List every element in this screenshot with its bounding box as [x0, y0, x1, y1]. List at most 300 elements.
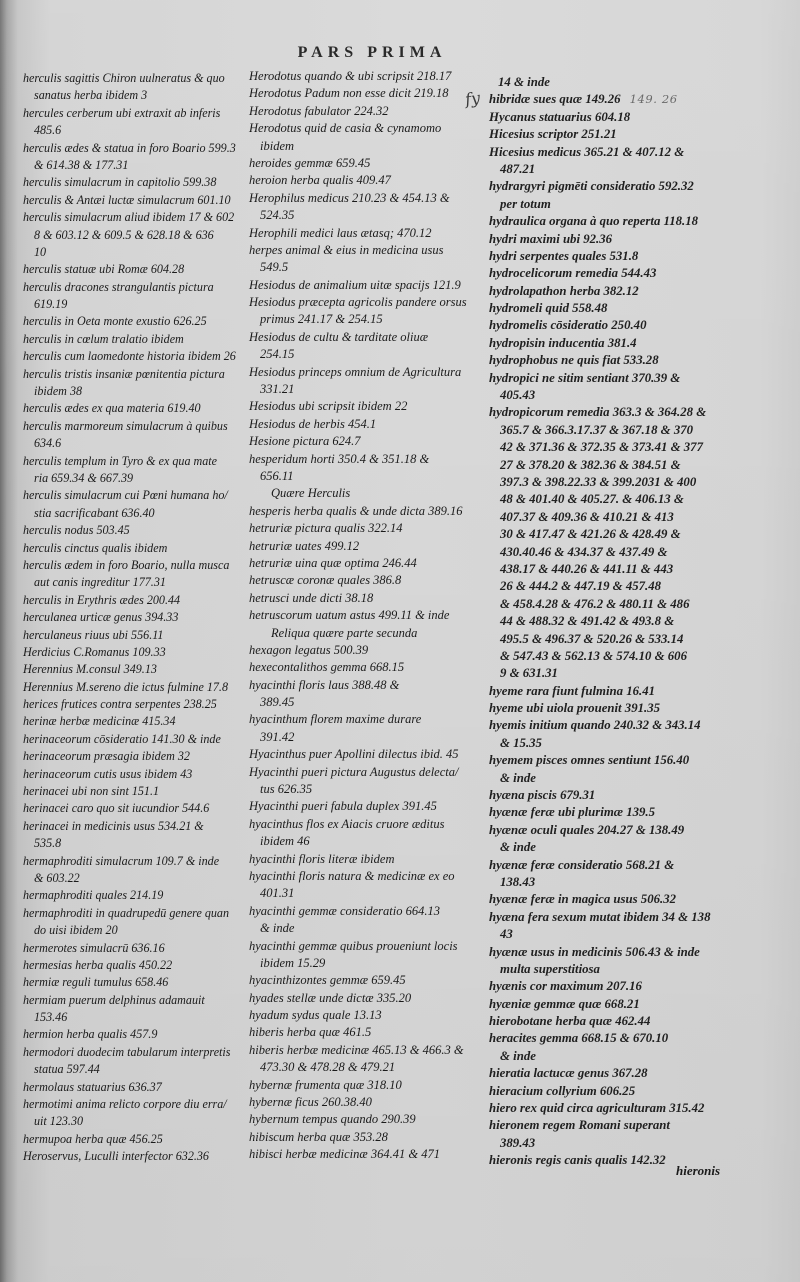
entry-headword-line — [489, 822, 725, 839]
index-entry — [489, 717, 725, 752]
entry-text: hermerotes simulacrū 636.16 — [23, 940, 165, 955]
entry-headword-line — [249, 1129, 477, 1146]
entry-continuation-line — [23, 244, 245, 261]
entry-text: hermotimi anima relicto corpore diu erra/ — [23, 1097, 227, 1112]
entry-headword-line — [249, 1111, 477, 1128]
entry-text: 619.19 — [34, 297, 68, 312]
entry-continuation-line — [489, 578, 725, 595]
index-entry — [249, 711, 477, 746]
entry-text: 48 & 401.40 & 405.27. & 406.13 & — [500, 492, 684, 507]
index-entry — [249, 103, 477, 120]
index-entry — [23, 679, 245, 696]
entry-headword-line — [489, 300, 725, 317]
index-entry — [23, 487, 245, 522]
index-entry — [249, 538, 477, 555]
entry-text: Hesiodus de animalium uitæ spacijs 121.9 — [249, 277, 461, 292]
entry-text: primus 241.17 & 254.15 — [260, 312, 383, 327]
entry-text: sanatus herba ibidem 3 — [34, 88, 148, 103]
catchword: hieronis — [676, 1163, 721, 1178]
entry-text: hyæniæ gemmæ quæ 668.21 — [489, 996, 640, 1011]
entry-continuation-line — [489, 926, 725, 943]
entry-headword-line — [249, 433, 477, 450]
entry-text: hydromeli quid 558.48 — [489, 301, 608, 316]
index-entry — [489, 335, 725, 352]
entry-continuation-line — [249, 259, 477, 276]
entry-text: hermiæ reguli tumulus 658.46 — [23, 975, 169, 990]
entry-text: herculis marmoreum simulacrum à quibus — [23, 418, 228, 433]
index-entry — [249, 555, 477, 572]
index-entry — [249, 364, 477, 399]
index-entry — [249, 1077, 477, 1094]
index-entry — [249, 451, 477, 486]
index-entry — [23, 627, 245, 644]
entry-headword-line — [23, 331, 245, 348]
entry-headword-line — [489, 996, 725, 1013]
entry-text: herculis in Oeta monte exustio 626.25 — [23, 314, 207, 329]
entry-text: hyænæ feræ consideratio 568.21 & — [489, 857, 675, 872]
entry-headword-line — [489, 1030, 725, 1047]
index-entry — [249, 277, 477, 294]
entry-text: Hesione pictura 624.7 — [249, 434, 361, 449]
index-entry — [489, 300, 725, 317]
entry-headword-line — [489, 335, 725, 352]
index-entry — [489, 891, 725, 908]
entry-headword-line — [249, 851, 477, 868]
entry-text: hyeme ubi uiola prouenit 391.35 — [489, 701, 660, 716]
entry-headword-line — [249, 85, 477, 102]
entry-text: per totum — [500, 196, 551, 211]
entry-headword-line — [249, 816, 477, 833]
index-entry — [249, 851, 477, 868]
entry-continuation-line — [23, 122, 245, 139]
entry-text: Herennius M.consul 349.13 — [23, 662, 157, 677]
entry-text: uit 123.30 — [34, 1114, 84, 1129]
index-entry — [23, 1096, 245, 1131]
entry-text: hybernum tempus quando 290.39 — [249, 1112, 416, 1127]
index-entry — [489, 857, 725, 892]
index-entry — [249, 1094, 477, 1111]
entry-headword-line — [249, 677, 477, 694]
index-entry — [23, 400, 245, 417]
entry-text: & 614.38 & 177.31 — [34, 157, 129, 172]
entry-headword-line — [249, 868, 477, 885]
index-entry — [249, 972, 477, 989]
index-entry — [23, 557, 245, 592]
entry-headword-line — [23, 418, 245, 435]
index-entry — [23, 192, 245, 209]
entry-text: ibidem 38 — [34, 384, 83, 399]
entry-text: herculis cum laomedonte historia ibidem 26 — [23, 349, 236, 364]
entry-text: hyacinthus flos ex Aiacis cruore æditus — [249, 816, 445, 831]
entry-text: & inde — [500, 770, 536, 785]
index-column-2 — [249, 68, 477, 1164]
index-entry — [249, 659, 477, 676]
entry-headword-line — [23, 627, 245, 644]
entry-continuation-line — [489, 735, 725, 752]
entry-headword-line — [249, 555, 477, 572]
index-entry — [489, 944, 725, 979]
entry-text: hyacinthizontes gemmæ 659.45 — [249, 973, 406, 988]
entry-text: hyænæ oculi quales 204.27 & 138.49 — [489, 822, 685, 837]
entry-headword-line — [23, 348, 245, 365]
entry-text: & inde — [500, 1048, 536, 1063]
entry-text: 634.6 — [34, 436, 62, 451]
entry-headword-line — [249, 520, 477, 537]
entry-headword-line — [489, 752, 725, 769]
index-entry — [23, 1026, 245, 1043]
entry-headword-line — [489, 317, 725, 334]
entry-text: hyacinthi floris literæ ibidem — [249, 851, 395, 866]
entry-headword-line — [249, 972, 477, 989]
entry-text: hybernæ ficus 260.38.40 — [249, 1095, 372, 1110]
index-entry — [23, 366, 245, 401]
index-entry — [489, 822, 725, 857]
entry-headword-line — [249, 398, 477, 415]
index-entry — [249, 68, 477, 85]
entry-text: herinacei caro quo sit iucundior 544.6 — [23, 801, 210, 816]
index-entry — [489, 91, 725, 108]
index-entry — [489, 1152, 725, 1169]
entry-text: Hicesius medicus 365.21 & 407.12 & — [489, 144, 685, 159]
index-entry — [249, 172, 477, 189]
entry-text: Hicesius scriptor 251.21 — [489, 127, 617, 142]
index-entry — [249, 242, 477, 277]
entry-headword-line — [23, 70, 245, 87]
entry-text: 138.43 — [500, 874, 536, 889]
index-entry — [249, 938, 477, 973]
index-entry — [23, 1131, 245, 1148]
entry-text: hibridæ sues quæ 149.26 — [489, 92, 621, 107]
entry-continuation-line — [489, 770, 725, 787]
entry-text: hydropicorum remedia 363.3 & 364.28 & — [489, 405, 707, 420]
index-entry — [23, 279, 245, 314]
entry-continuation-line — [489, 544, 725, 561]
entry-headword-line — [23, 957, 245, 974]
entry-text: hetrusci unde dicti 38.18 — [249, 590, 374, 605]
entry-text: 485.6 — [34, 123, 62, 138]
entry-text: 549.5 — [260, 260, 289, 275]
entry-continuation-line — [23, 1061, 245, 1078]
entry-text: & inde — [260, 921, 295, 936]
index-entry — [23, 453, 245, 488]
entry-text: hermaphroditi in quadrupedū genere quan — [23, 905, 230, 920]
entry-continuation-line — [489, 1135, 725, 1152]
entry-text: Herdicius C.Romanus 109.33 — [23, 644, 166, 659]
entry-headword-line — [249, 120, 477, 137]
entry-headword-line — [249, 764, 477, 781]
entry-headword-line — [23, 887, 245, 904]
entry-text: & 603.22 — [34, 870, 80, 885]
entry-text: hyades stellæ unde dictæ 335.20 — [249, 990, 412, 1005]
index-entry — [249, 990, 477, 1007]
entry-text: Hycanus statuarius 604.18 — [489, 109, 631, 124]
entry-headword-line — [23, 261, 245, 278]
entry-text: hiero rex quid circa agriculturam 315.42 — [489, 1101, 705, 1116]
index-entry — [23, 940, 245, 957]
entry-headword-line — [489, 1152, 725, 1169]
entry-text: ibidem 15.29 — [260, 955, 326, 970]
entry-text: hydri maximi ubi 92.36 — [489, 231, 613, 246]
entry-text: 391.42 — [260, 729, 295, 744]
entry-text: hieratia lactucæ genus 367.28 — [489, 1066, 648, 1081]
entry-headword-line — [489, 213, 725, 230]
entry-headword-line — [23, 992, 245, 1009]
entry-headword-line — [489, 1083, 725, 1100]
entry-text: 438.17 & 440.26 & 441.11 & 443 — [500, 561, 674, 576]
index-entry — [249, 520, 477, 537]
entry-headword-line — [23, 557, 245, 574]
entry-headword-line — [23, 105, 245, 122]
index-entry — [489, 683, 725, 700]
entry-headword-line — [249, 416, 477, 433]
entry-text: Herodotus quando & ubi scripsit 218.17 — [249, 69, 452, 83]
entry-headword-line — [23, 661, 245, 678]
index-entry — [489, 1030, 725, 1065]
entry-headword-line — [249, 1077, 477, 1094]
entry-text: herices frutices contra serpentes 238.25 — [23, 697, 217, 712]
entry-text: 389.43 — [500, 1135, 536, 1150]
entry-continuation-line — [489, 474, 725, 491]
entry-text: 405.43 — [500, 388, 536, 403]
index-column-1 — [23, 70, 245, 1166]
entry-continuation-line — [249, 346, 477, 363]
entry-text: hermolaus statuarius 636.37 — [23, 1079, 162, 1094]
entry-headword-line — [23, 1096, 245, 1113]
entry-text: Hyacinthi pueri fabula duplex 391.45 — [249, 799, 437, 814]
index-entry — [489, 1083, 725, 1100]
index-entry — [249, 1129, 477, 1146]
index-entry — [249, 120, 477, 155]
entry-headword-line — [249, 711, 477, 728]
index-entry — [249, 1111, 477, 1128]
entry-headword-line — [23, 540, 245, 557]
index-entry — [489, 109, 725, 126]
entry-text: herculaneus riuus ubi 556.11 — [23, 627, 164, 642]
entry-text: Herodotus Padum non esse dicit 219.18 — [249, 86, 449, 101]
entry-text: herculis in cœlum tralatio ibidem — [23, 331, 184, 346]
entry-text: 524.35 — [260, 208, 295, 223]
entry-text: hyeme rara fiunt fulmina 16.41 — [489, 683, 656, 698]
entry-continuation-line — [489, 596, 725, 613]
entry-headword-line — [23, 592, 245, 609]
entry-text: aut canis ingreditur 177.31 — [34, 575, 166, 590]
entry-continuation-line — [489, 439, 725, 456]
entry-headword-line — [249, 590, 477, 607]
entry-text: herculis cinctus qualis ibidem — [23, 540, 168, 555]
entry-headword-line — [489, 1065, 725, 1082]
entry-headword-line — [249, 798, 477, 815]
entry-continuation-line — [489, 387, 725, 404]
entry-continuation-line — [489, 457, 725, 474]
index-entry — [23, 1044, 245, 1079]
index-entry — [249, 816, 477, 851]
handwritten-page-reference: 149. 26 — [629, 92, 678, 107]
index-entry — [489, 978, 725, 995]
index-entry — [23, 313, 245, 330]
entry-text: hieronis regis canis qualis 142.32 — [489, 1153, 666, 1168]
entry-headword-line — [489, 978, 725, 995]
entry-text: hermion herba qualis 457.9 — [23, 1027, 158, 1042]
entry-text: Hesiodus præcepta agricolis pandere orsus — [249, 295, 467, 310]
entry-headword-line — [249, 225, 477, 242]
entry-continuation-line — [23, 1113, 245, 1130]
entry-text: herinaceorum cutis usus ibidem 43 — [23, 766, 193, 781]
entry-headword-line — [23, 800, 245, 817]
index-entry — [249, 1042, 477, 1077]
entry-headword-line — [249, 625, 477, 642]
continued-entry — [489, 74, 725, 91]
entry-text: hyænæ feræ in magica usus 506.32 — [489, 892, 676, 907]
entry-text: herculis tristis insaniæ pœnitentia pictura — [23, 366, 225, 381]
index-entry — [249, 225, 477, 242]
index-entry — [23, 853, 245, 888]
entry-text: 153.46 — [34, 1010, 68, 1025]
index-entry — [249, 868, 477, 903]
entry-text: 397.3 & 398.22.33 & 399.2031 & 400 — [500, 474, 697, 489]
entry-headword-line — [249, 242, 477, 259]
entry-text: hibisci herbæ medicinæ 364.41 & 471 — [249, 1147, 440, 1162]
entry-headword-line — [489, 74, 725, 91]
entry-continuation-line — [249, 207, 477, 224]
entry-text: hydrocelicorum remedia 544.43 — [489, 266, 657, 281]
entry-headword-line — [489, 787, 725, 804]
entry-headword-line — [249, 1042, 477, 1059]
index-entry — [489, 1065, 725, 1082]
index-entry — [23, 418, 245, 453]
entry-continuation-line — [23, 574, 245, 591]
entry-text: hyadum sydus quale 13.13 — [249, 1008, 382, 1023]
entry-headword-line — [23, 731, 245, 748]
entry-text: herpes animal & eius in medicina usus — [249, 242, 444, 257]
entry-continuation-line — [249, 781, 477, 798]
entry-headword-line — [249, 903, 477, 920]
index-entry — [23, 348, 245, 365]
index-entry — [23, 261, 245, 278]
entry-headword-line — [489, 370, 725, 387]
entry-headword-line — [249, 1007, 477, 1024]
index-entry — [23, 957, 245, 974]
entry-continuation-line — [23, 296, 245, 313]
entry-text: hibiscum herba quæ 353.28 — [249, 1129, 388, 1144]
entry-text: hydropisin inducentia 381.4 — [489, 335, 637, 350]
entry-text: Hesiodus de herbis 454.1 — [249, 416, 377, 431]
entry-headword-line — [23, 679, 245, 696]
entry-text: hydrargyri pigmēti consideratio 592.32 — [489, 179, 694, 194]
entry-text: Herennius M.sereno die ictus fulmine 17.8 — [23, 679, 228, 694]
entry-text: Heroservus, Luculli interfector 632.36 — [23, 1149, 209, 1164]
entry-headword-line — [489, 717, 725, 734]
entry-text: hermaphroditi simulacrum 109.7 & inde — [23, 853, 220, 868]
entry-text: statua 597.44 — [34, 1062, 100, 1077]
index-entry — [23, 522, 245, 539]
entry-text: 365.7 & 366.3.17.37 & 367.18 & 370 — [500, 422, 694, 437]
entry-text: hydri serpentes quales 531.8 — [489, 248, 639, 263]
entry-headword-line — [489, 283, 725, 300]
index-entry — [23, 331, 245, 348]
entry-text: hexagon legatus 500.39 — [249, 642, 369, 657]
entry-text: 9 & 631.31 — [500, 666, 558, 681]
index-entry — [489, 265, 725, 282]
index-entry — [23, 105, 245, 140]
entry-continuation-line — [23, 87, 245, 104]
entry-text: herculis simulacrum in capitolio 599.38 — [23, 175, 217, 190]
entry-text: hiberis herba quæ 461.5 — [249, 1025, 372, 1040]
index-entry — [249, 746, 477, 763]
entry-continuation-line — [249, 920, 477, 937]
entry-continuation-line — [249, 729, 477, 746]
entry-text: herinaceorum præsagia ibidem 32 — [23, 749, 190, 764]
index-entry — [489, 126, 725, 143]
entry-headword-line — [489, 944, 725, 961]
entry-text: stia sacrificabant 636.40 — [34, 505, 155, 520]
index-column-3 — [489, 74, 725, 1170]
index-entry — [489, 700, 725, 717]
entry-continuation-line — [249, 381, 477, 398]
entry-text: hydropici ne sitim sentiant 370.39 & — [489, 370, 681, 385]
index-entry — [249, 798, 477, 815]
entry-headword-line — [23, 1026, 245, 1043]
entry-text: 14 & inde — [498, 75, 550, 89]
index-entry — [23, 783, 245, 800]
entry-headword-line — [23, 748, 245, 765]
entry-text: 42 & 371.36 & 372.35 & 373.41 & 377 — [500, 440, 703, 455]
entry-headword-line — [23, 766, 245, 783]
index-entry — [489, 752, 725, 787]
index-entry — [23, 992, 245, 1027]
index-entry — [249, 503, 477, 520]
entry-headword-line — [23, 644, 245, 661]
index-entry — [249, 572, 477, 589]
index-entry — [489, 1117, 725, 1152]
entry-headword-line — [489, 231, 725, 248]
entry-text: 495.5 & 496.37 & 520.26 & 533.14 — [500, 631, 684, 646]
index-entry — [23, 644, 245, 661]
index-entry — [23, 905, 245, 940]
entry-continuation-line — [489, 1048, 725, 1065]
entry-text: Reliqua quære parte secunda — [271, 625, 418, 640]
entry-headword-line — [489, 178, 725, 195]
entry-headword-line — [489, 1117, 725, 1134]
entry-headword-line — [249, 1146, 477, 1163]
entry-headword-line — [489, 352, 725, 369]
handwritten-margin-mark: fy — [463, 88, 482, 109]
entry-continuation-line — [249, 955, 477, 972]
entry-continuation-line — [489, 196, 725, 213]
entry-text: hybernæ frumenta quæ 318.10 — [249, 1077, 402, 1092]
index-entry — [489, 352, 725, 369]
entry-headword-line — [23, 140, 245, 157]
entry-text: 10 — [34, 244, 47, 259]
entry-headword-line — [23, 366, 245, 383]
entry-text: Hyacinthi pueri pictura Augustus delecta/ — [249, 764, 459, 779]
entry-headword-line — [249, 155, 477, 172]
index-entry — [23, 696, 245, 713]
index-entry — [23, 609, 245, 626]
entry-text: heroides gemmæ 659.45 — [249, 155, 371, 170]
entry-text: 27 & 378.20 & 382.36 & 384.51 & — [500, 457, 681, 472]
entry-headword-line — [23, 453, 245, 470]
entry-headword-line — [489, 91, 725, 108]
entry-text: hesperidum horti 350.4 & 351.18 & — [249, 451, 430, 466]
entry-continuation-line — [489, 961, 725, 978]
entry-text: Hyacinthus puer Apollini dilectus ibid. 45 — [249, 747, 459, 762]
entry-text: herculis ædem in foro Boario, nulla musca — [23, 557, 230, 572]
entry-headword-line — [489, 700, 725, 717]
cross-reference-note — [249, 625, 477, 642]
index-entry — [23, 818, 245, 853]
entry-continuation-line — [23, 922, 245, 939]
index-entry — [249, 398, 477, 415]
